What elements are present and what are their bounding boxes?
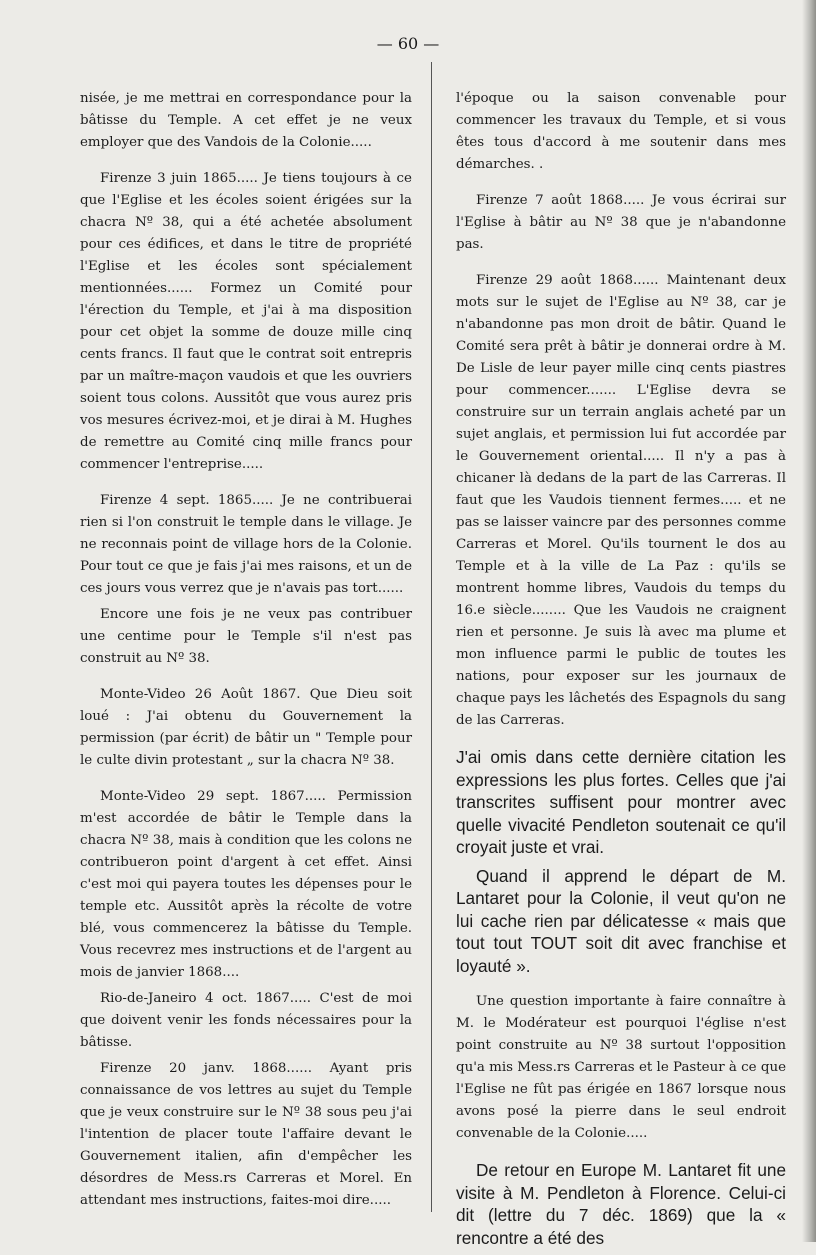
letter-excerpt: Monte-Video 29 sept. 1867..... Permission m'est accordée de bâtir le Temple dans la chacra Nº 38, mais à condition que les colons ne contribueron point d'argent à cet effet. Ainsi c'est moi qui payera toutes les dépenses pour le temple etc. Aussitôt après la récolte de votre blé, vous commencerez la bâtisse du Temple. Vous recevrez mes instructions et de l'argent au mois de janvier 1868.... — [80, 789, 412, 980]
paragraph: l'époque ou la saison convenable pour commencer les travaux du Temple, et si vous êtes tous d'accord à me soutenir dans mes démarches. . — [456, 91, 786, 172]
commentary-paragraph: Quand il apprend le départ de M. Lantaret pour la Colonie, il veut qu'on ne lui cache rien par délicatesse « mais que tout tout TOUT soit dit avec franchise et loyauté ». — [456, 865, 786, 976]
letter-excerpt: Firenze 29 août 1868...... Maintenant deux mots sur le sujet de l'Eglise au Nº 38, car je n'abandonne pas mon droit de bâtir. Quand le Comité sera prêt à bâtir je donnerai ordre à M. De Lisle de leur payer mille cinq cents piastres pour commencer....... L'Eglise devra se construire sur un terrain anglais acheté par un sujet anglais, et permission lui fut accordée par le Gouvernement oriental..... Il n'y a pas à chicaner là dedans de la part de las Carreras. Il faut que les Vaudois tiennent fermes..... et ne pas se laisser vaincre par des personnes comme Carreras et Morel. Qu'ils tournent le dos au Temple et à la ville de La Paz : qu'ils se montrent homme libres, Vaudois du temps du 16.e siècle........ Que les Vaudois ne craignent rien et personne. Je suis là avec ma plume et mon influence parmi le public de toutes les nations, pour exposer sur les journaux de chaque pays les lâchetés des Espagnols du sang de las Carreras. — [456, 273, 786, 728]
letter-excerpt: Firenze 7 août 1868..... Je vous écrirai sur l'Eglise à bâtir au Nº 38 que je n'abandonne pas. — [456, 193, 786, 252]
paragraph: Une question importante à faire connaître à M. le Modérateur est pourquoi l'église n'est point construite au Nº 38 surtout l'opposition qu'a mis Mess.rs Carreras et le Pasteur à ce que l'Eglise ne fût pas érigée en 1867 lorsque nous avons posé la pierre dans le seul endroit convenable de la Colonie..... — [456, 994, 786, 1141]
paragraph: nisée, je me mettrai en correspondance pour la bâtisse du Temple. A cet effet je ne veux employer que des Vandois de la Colonie..... — [80, 91, 412, 150]
page-number: — 60 — — [376, 34, 440, 53]
letter-excerpt: Firenze 4 sept. 1865..... Je ne contribuerai rien si l'on construit le temple dans le village. Je ne reconnais point de village hors de la Colonie. Pour tout ce que je fais j'ai mes raisons, et un de ces jours vous verrez que je n'avais pas tort...... — [80, 493, 412, 596]
letter-excerpt: Rio-de-Janeiro 4 oct. 1867..... C'est de moi que doivent venir les fonds nécessaires pour la bâtisse. — [80, 991, 412, 1050]
page-edge-shadow — [802, 0, 816, 1242]
left-column — [80, 88, 412, 1226]
letter-excerpt: Firenze 20 janv. 1868...... Ayant pris connaissance de vos lettres au sujet du Temple que je veux construire sur le Nº 38 sous peu j'ai l'intention de placer toute l'affaire devant le Gouvernement italien, afin d'empêcher les désordres de Mess.rs Carreras et Morel. En attendant mes instructions, faites-moi dire..... — [80, 1061, 412, 1208]
letter-excerpt: Firenze 3 juin 1865..... Je tiens toujours à ce que l'Eglise et les écoles soient érigées sur la chacra Nº 38, qui a été achetée absolument pour ces édifices, et dans le titre de propriété l'Eglise et les écoles sont spécialement mentionnées...... Formez un Comité pour l'érection du Temple, et j'ai à ma disposition pour cet objet la somme de douze mille cinq cents francs. Il faut que le contrat soit entrepris par un maître-maçon vaudois et que les ouvriers soient tous colons. Aussitôt que vous aurez pris vos mesures écrivez-moi, et je dirai à M. Hughes de remettre au Comité cinq mille francs pour commencer l'entreprise..... — [80, 171, 412, 472]
letter-excerpt: Monte-Video 26 Août 1867. Que Dieu soit loué : J'ai obtenu du Gouvernement la permission (par écrit) de bâtir un " Temple pour le culte divin protestant „ sur la chacra Nº 38. — [80, 687, 412, 768]
right-column — [456, 88, 786, 1255]
paragraph: Encore une fois je ne veux pas contribuer une centime pour le Temple s'il n'est pas construit au Nº 38. — [80, 607, 412, 666]
commentary-paragraph: J'ai omis dans cette dernière citation les expressions les plus fortes. Celles que j'ai transcrites suffisent pour montrer avec quelle vivacité Pendleton soutenait ce qu'il croyait juste et vrai. — [456, 747, 786, 857]
column-divider — [431, 62, 432, 1212]
commentary-paragraph: De retour en Europe M. Lantaret fit une visite à M. Pendleton à Florence. Celui-ci dit (lettre du 7 déc. 1869) que la « rencontre a été des — [456, 1160, 786, 1248]
